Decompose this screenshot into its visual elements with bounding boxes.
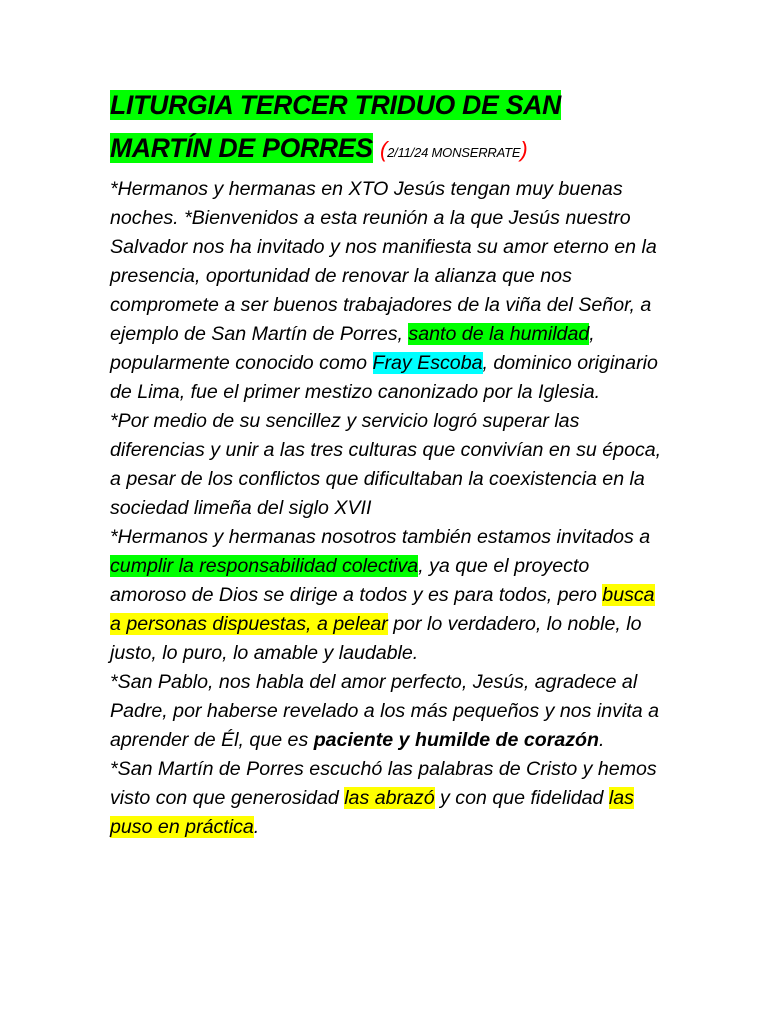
paragraph-simplicity: *Por medio de su sencillez y servicio logró superar las diferencias y unir a las tres culturas que convivían en su época, a pesar de los conflictos que dificultaban la coexistencia en la sociedad limeña del siglo XVII	[110, 410, 662, 519]
highlight-green: santo de la humildad	[408, 323, 590, 345]
text-run: , dominico originario de Lima, fue el primer mestizo canonizado por la Iglesia.	[110, 352, 658, 403]
meta-text: 2/11/24 MONSERRATE	[387, 145, 521, 160]
document-title	[110, 84, 670, 174]
text-run: , ya que el proyecto amoroso de Dios se dirige a todos y es para todos, pero	[110, 555, 603, 606]
text-run: *Hermanos y hermanas en XTO Jesús tengan muy buenas noches. *Bienvenidos a esta reunión a la que Jesús nuestro Salvador nos ha invitado y nos manifiesta su amor eterno en la presencia, oportunidad de renovar la alianza que nos compromete a ser buenos trabajadores de la viña del Señor, a ejemplo de San Martín de Porres,	[110, 178, 657, 345]
meta-close-paren: )	[520, 137, 528, 162]
document-body	[110, 175, 662, 842]
highlight-yellow: busca a personas dispuestas, a pelear	[110, 584, 655, 635]
text-run: *San Pablo, nos habla del amor perfecto, Jesús, agradece al Padre, por haberse revelado a los más pequeños y nos invita a aprender de Él, que es	[110, 671, 659, 751]
bold-phrase: paciente y humilde de corazón	[313, 729, 599, 751]
meta-open-paren: (	[379, 137, 388, 162]
title-line-1: LITURGIA TERCER TRIDUO DE SAN	[110, 90, 562, 120]
text-run: , popularmente conocido como	[110, 323, 595, 374]
date-location-note	[380, 133, 527, 163]
highlight-yellow: las abrazó	[344, 787, 435, 809]
paragraph-welcome	[110, 175, 662, 407]
title-line-2: MARTÍN DE PORRES	[110, 133, 373, 163]
text-run: .	[598, 729, 605, 751]
highlight-yellow: las puso en práctica	[110, 787, 634, 838]
highlight-green: cumplir la responsabilidad colectiva	[110, 555, 419, 577]
text-run: *San Martín de Porres escuchó las palabras de Cristo y hemos visto con que generosidad	[110, 758, 657, 809]
paragraph-san-martin	[110, 755, 662, 842]
paragraph-san-pablo	[110, 668, 662, 755]
text-run: y con que fidelidad	[434, 787, 609, 809]
text-run: .	[253, 816, 260, 838]
paragraph-responsibility	[110, 523, 662, 668]
highlight-cyan: Fray Escoba	[372, 352, 483, 374]
text-run: *Hermanos y hermanas nosotros también estamos invitados a	[110, 526, 651, 548]
text-run: por lo verdadero, lo noble, lo justo, lo puro, lo amable y laudable.	[110, 613, 642, 664]
